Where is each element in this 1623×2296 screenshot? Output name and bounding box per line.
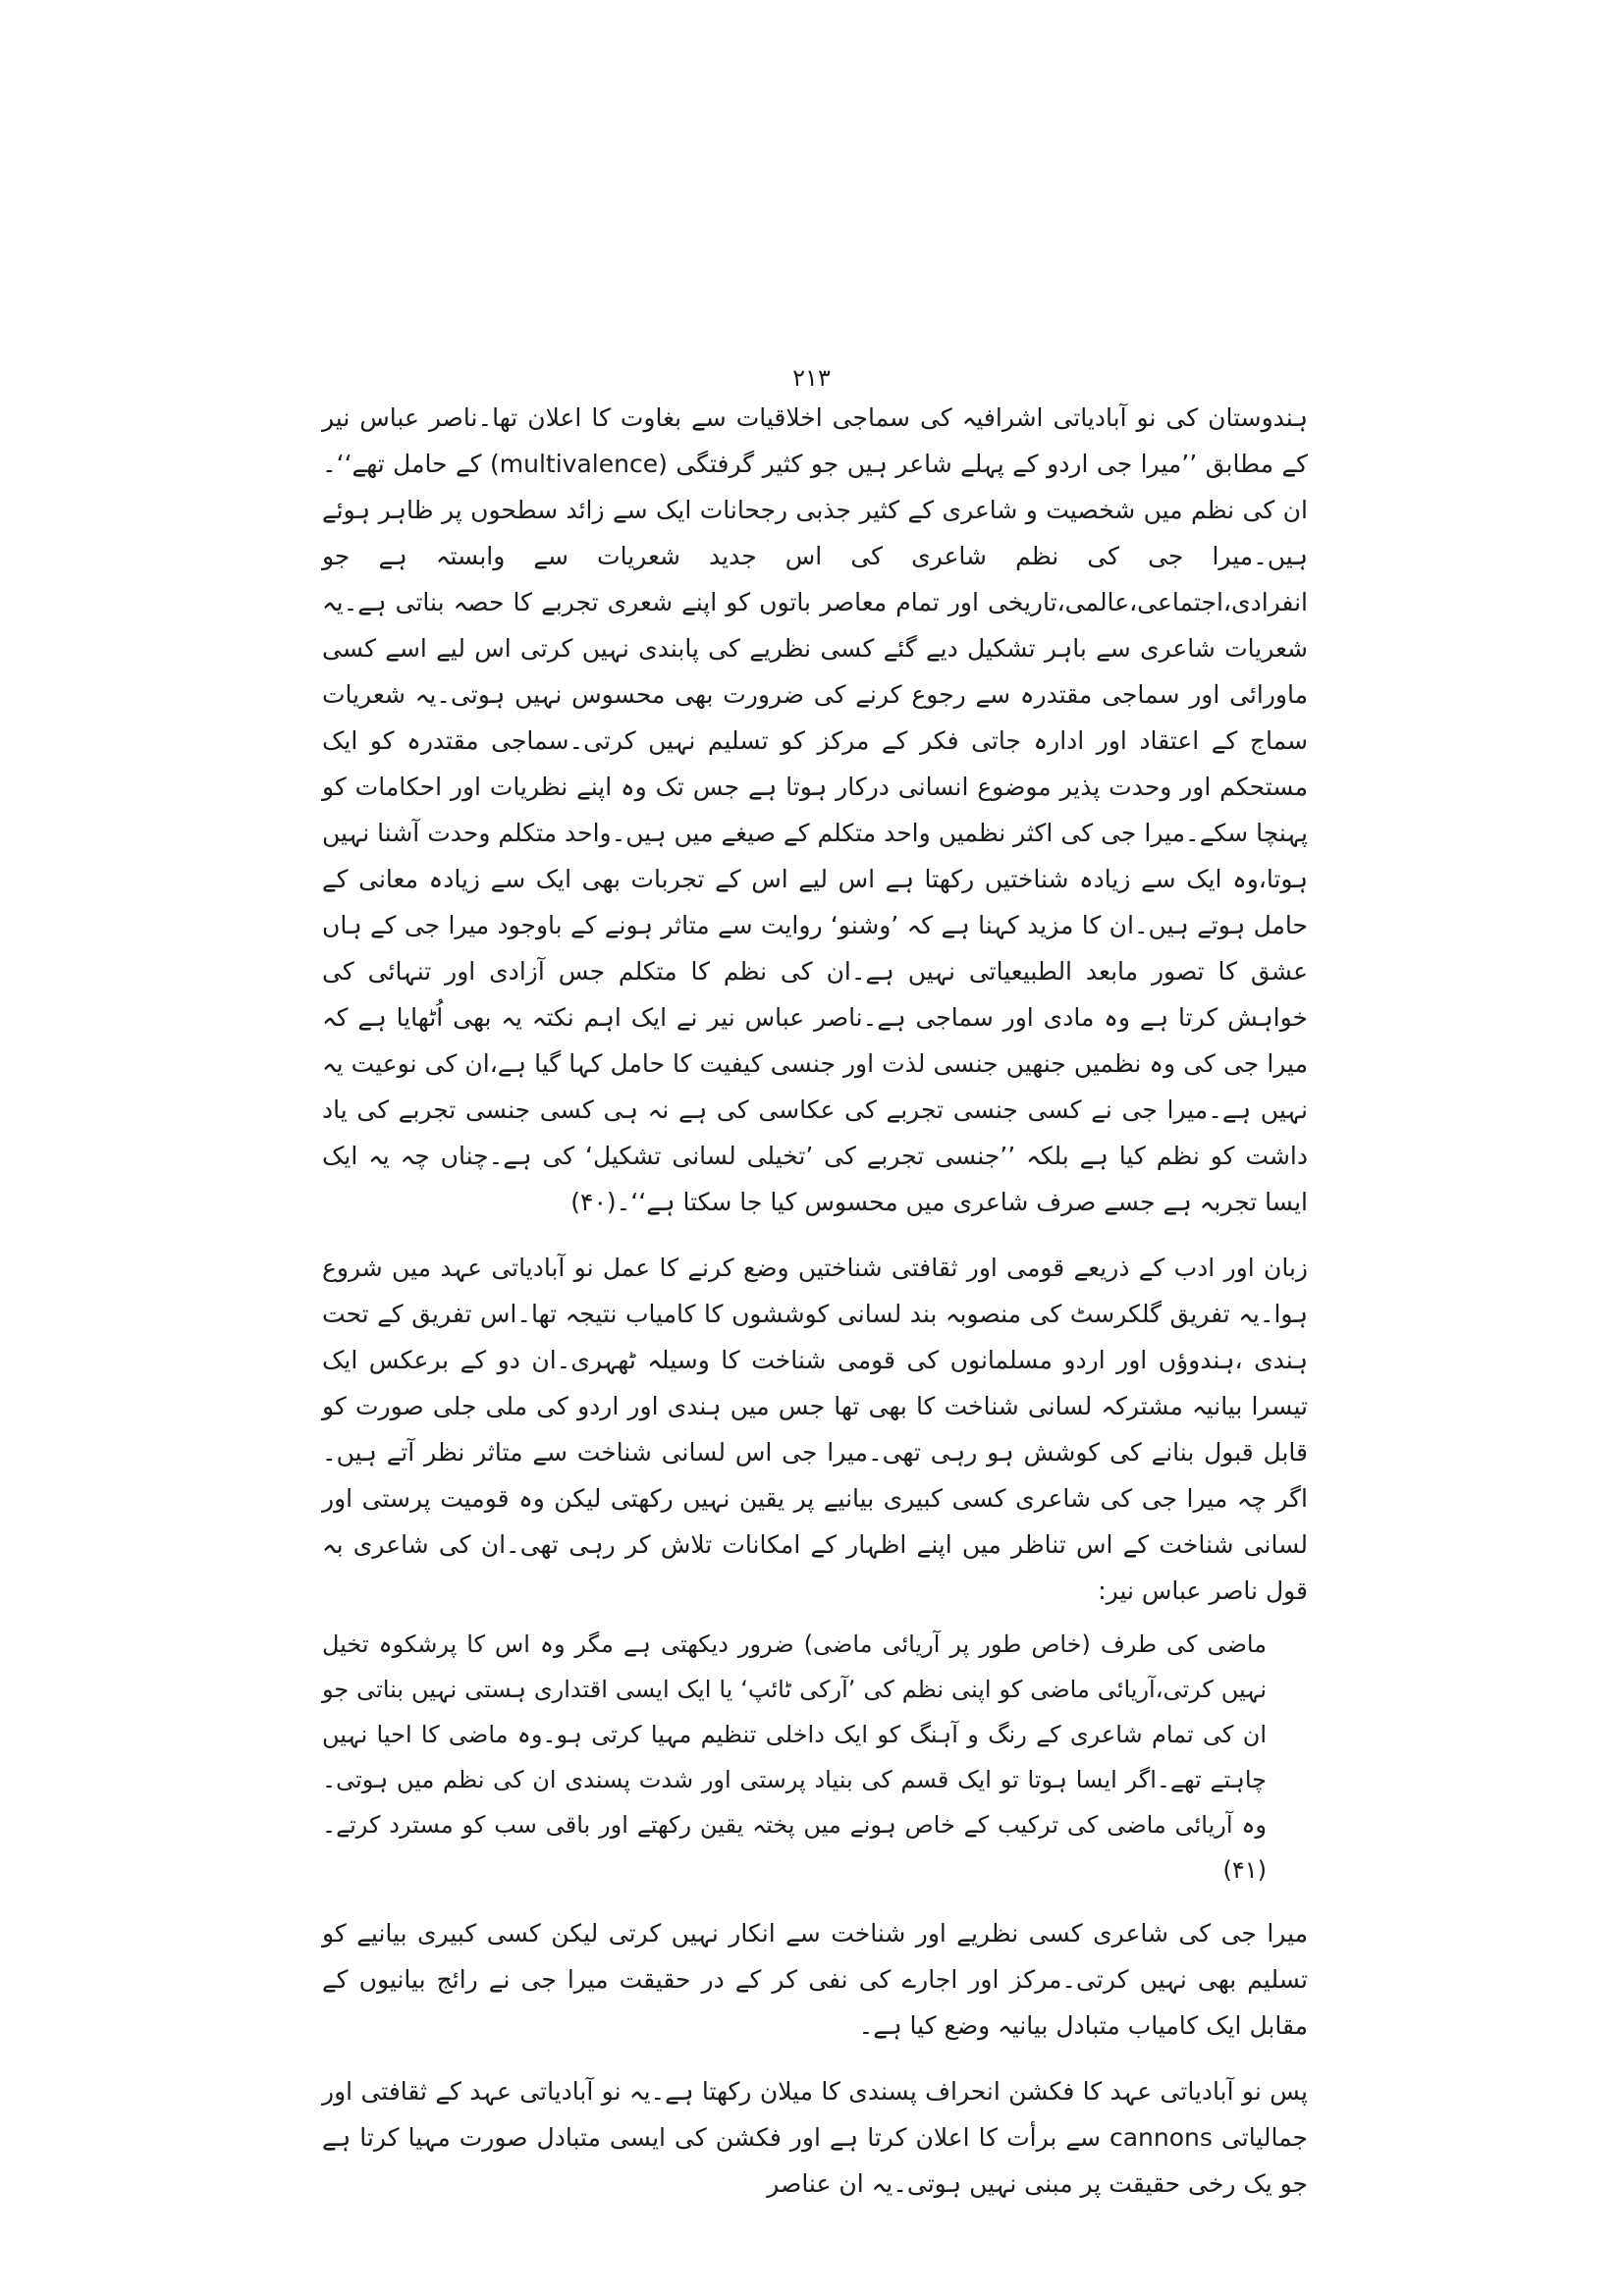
page-number: ۲۱۳ [792,364,831,392]
paragraph-alternative-narrative: میرا جی کی شاعری کسی نظریے اور شناخت سے انکار نہیں کرتی لیکن کسی کبیری بیانیے کو تسلیم بھی نہیں کرتی۔مرکز اور اجارے کی نفی کر کے در حقیقت میرا جی نے رائج بیانیوں کے مقابل ایک کامیاب متبادل بیانیہ وضع کیا ہے۔ [322,1919,1308,2040]
block-quote-nasir-abbas-nayyar: ماضی کی طرف (خاص طور پر آریائی ماضی) ضرور دیکھتی ہے مگر وہ اس کا پرشکوہ تخیل نہیں کرتی،آریائی ماضی کو اپنی نظم کی ’آرکی ٹائپ‘ یا ایک ایسی اقتداری ہستی نہیں بناتی جو ان کی تمام شاعری کے رنگ و آہنگ کو ایک داخلی تنظیم مہیا کرتی ہو۔وہ ماضی کا احیا نہیں چاہتے تھے۔اگر ایسا ہوتا تو ایک قسم کی بنیاد پرستی اور شدت پسندی ان کی نظم میں ہوتی۔وہ آریائی ماضی کی ترکیب کے خاص ہونے میں پختہ یقین رکھتے اور باقی سب کو مسترد کرتے۔(۴۱) [322,1630,1267,1884]
paragraph-mira-ji-poetics: ہندوستان کی نو آبادیاتی اشرافیہ کی سماجی اخلاقیات سے بغاوت کا اعلان تھا۔ناصر عباس نیر کے مطابق ’’میرا جی اردو کے پہلے شاعر ہیں جو کثیر گرفتگی (multivalence) کے حامل تھے‘‘۔ان کی نظم میں شخصیت و شاعری کے کثیر جذبی رجحانات ایک سے زائد سطحوں پر ظاہر ہوئے ہیں۔میرا جی کی نظم شاعری کی اس جدید شعریات سے وابستہ ہے جو انفرادی،اجتماعی،عالمی،تاریخی اور تمام معاصر باتوں کو اپنے شعری تجربے کا حصہ بناتی ہے۔یہ شعریات شاعری سے باہر تشکیل دیے گئے کسی نظریے کی پابندی نہیں کرتی اس لیے اسے کسی ماورائی اور سماجی مقتدرہ سے رجوع کرنے کی ضرورت بھی محسوس نہیں ہوتی۔یہ شعریات سماج کے اعتقاد اور ادارہ جاتی فکر کے مرکز کو تسلیم نہیں کرتی۔سماجی مقتدرہ کو ایک مستحکم اور وحدت پذیر موضوع انسانی درکار ہوتا ہے جس تک وہ اپنے نظریات اور احکامات کو پہنچا سکے۔میرا جی کی اکثر نظمیں واحد متکلم کے صیغے میں ہیں۔واحد متکلم وحدت آشنا نہیں ہوتا،وہ ایک سے زیادہ شناختیں رکھتا ہے اس لیے اس کے تجربات بھی ایک سے زیادہ معانی کے حامل ہوتے ہیں۔ان کا مزید کہنا ہے کہ ’وشنو‘ روایت سے متاثر ہونے کے باوجود میرا جی کے ہاں عشق کا تصور مابعد الطبیعیاتی نہیں ہے۔ان کی نظم کا متکلم جس آزادی اور تنہائی کی خواہش کرتا ہے وہ مادی اور سماجی ہے۔ناصر عباس نیر نے ایک اہم نکتہ یہ بھی اُٹھایا ہے کہ میرا جی کی وہ نظمیں جنھیں جنسی لذت اور جنسی کیفیت کا حامل کہا گیا ہے،ان کی نوعیت یہ نہیں ہے۔میرا جی نے کسی جنسی تجربے کی عکاسی کی ہے نہ ہی کسی جنسی تجربے کی یاد داشت کو نظم کیا ہے بلکہ ’’جنسی تجربے کی ’تخیلی لسانی تشکیل‘ کی ہے۔چناں چہ یہ ایک ایسا تجربہ ہے جسے صرف شاعری میں محسوس کیا جا سکتا ہے‘‘۔(۴۰) [322,403,1308,1216]
page-body [322,395,1308,2207]
paragraph-postcolonial-fiction: پس نو آبادیاتی عہد کا فکشن انحراف پسندی کا میلان رکھتا ہے۔یہ نو آبادیاتی عہد کے ثقافتی اور جمالیاتی cannons سے برأت کا اعلان کرتا ہے اور فکشن کی ایسی متبادل صورت مہیا کرتا ہے جو یک رخی حقیقت پر مبنی نہیں ہوتی۔یہ ان عناصر [322,2077,1308,2198]
paragraph-language-identity: زبان اور ادب کے ذریعے قومی اور ثقافتی شناختیں وضع کرنے کا عمل نو آبادیاتی عہد میں شروع ہوا۔یہ تفریق گلکرسٹ کی منصوبہ بند لسانی کوششوں کا کامیاب نتیجہ تھا۔اس تفریق کے تحت ہندی ،ہندوؤں اور اردو مسلمانوں کی قومی شناخت کا وسیلہ ٹھہری۔ان دو کے برعکس ایک تیسرا بیانیہ مشترکہ لسانی شناخت کا بھی تھا جس میں ہندی اور اردو کی ملی جلی صورت کو قابل قبول بنانے کی کوشش ہو رہی تھی۔میرا جی اس لسانی شناخت سے متاثر نظر آتے ہیں۔اگر چہ میرا جی کی شاعری کسی کبیری بیانیے پر یقین نہیں رکھتی لیکن وہ قومیت پرستی اور لسانی شناخت کے اس تناظر میں اپنے اظہار کے امکانات تلاش کر رہی تھی۔ان کی شاعری بہ قول ناصر عباس نیر: [322,1254,1308,1605]
